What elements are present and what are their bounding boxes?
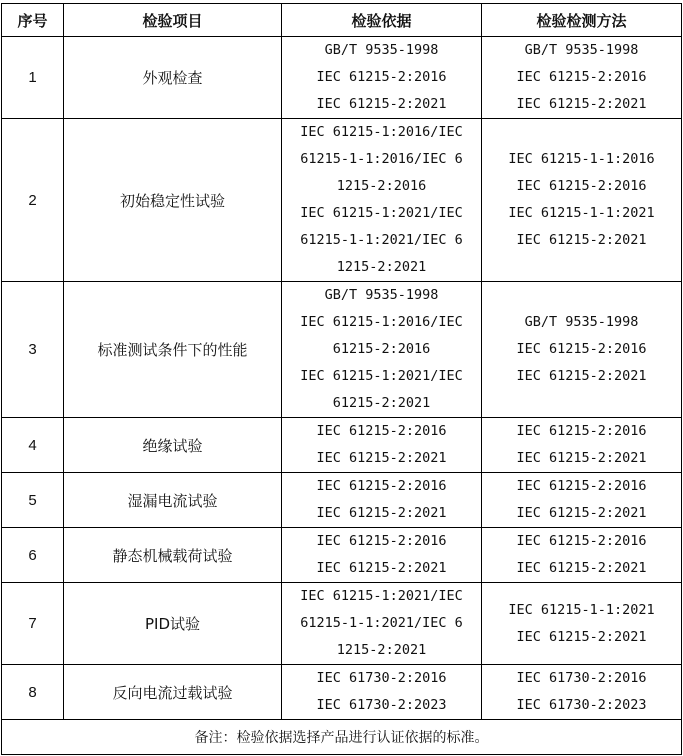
basis-line: IEC 61215-2:2021 [316,560,447,576]
table-row [2,418,682,473]
row-number: 3 [2,282,64,418]
basis-line: IEC 61215-2:2016 [316,423,447,439]
row-number: 2 [2,119,64,282]
inspection-item: PID试验 [64,583,282,665]
row-number: 5 [2,473,64,528]
method-line: IEC 61215-1-1:2021 [508,601,655,618]
method-line: IEC 61215-2:2016 [516,423,647,439]
table-row [2,282,682,418]
method-line: IEC 61215-2:2021 [516,628,647,645]
inspection-basis [282,282,482,418]
row-number: 7 [2,583,64,665]
method-line: IEC 61730-2:2016 [516,670,647,686]
basis-line: 61215-1-1:2021/IEC 6 [300,232,463,248]
inspection-basis [282,418,482,473]
test-method [482,473,682,528]
basis-line: IEC 61215-2:2021 [316,450,447,466]
test-method [482,418,682,473]
basis-line: IEC 61215-2:2016 [316,69,447,85]
test-method [482,119,682,282]
inspection-item: 反向电流过载试验 [64,665,282,720]
inspection-basis [282,583,482,665]
basis-line: GB/T 9535-1998 [324,42,439,58]
method-line: IEC 61215-2:2016 [516,533,647,549]
basis-line: IEC 61215-1:2021/IEC [300,588,463,604]
basis-line: 61215-2:2021 [332,395,431,411]
row-number: 1 [2,37,64,119]
inspection-item: 静态机械载荷试验 [64,528,282,583]
test-method [482,282,682,418]
table-body [2,37,682,720]
method-line: IEC 61215-2:2016 [516,478,647,494]
header-no: 序号 [2,4,64,37]
note-row [2,720,682,755]
header-method: 检验检测方法 [482,4,682,37]
table-row [2,37,682,119]
basis-line: 1215-2:2016 [336,178,427,194]
method-line: GB/T 9535-1998 [524,42,639,58]
method-line: IEC 61215-2:2016 [516,341,647,357]
row-number: 6 [2,528,64,583]
basis-line: IEC 61730-2:2016 [316,670,447,686]
method-line: IEC 61215-2:2021 [516,232,647,248]
method-line: IEC 61730-2:2023 [516,697,647,713]
test-method [482,665,682,720]
table-row [2,583,682,665]
basis-line: 61215-1-1:2021/IEC 6 [300,615,463,631]
method-line: IEC 61215-2:2021 [516,96,647,112]
method-line: IEC 61215-2:2016 [516,69,647,85]
method-line: IEC 61215-2:2021 [516,505,647,521]
method-line: IEC 61215-2:2021 [516,560,647,576]
table-header [2,4,682,37]
inspection-basis [282,473,482,528]
table-footer [2,720,682,755]
method-line: IEC 61215-2:2021 [516,368,647,384]
basis-line: IEC 61215-1:2021/IEC [300,368,463,384]
inspection-item: 外观检查 [64,37,282,119]
table-row [2,665,682,720]
table-row [2,473,682,528]
inspection-item: 绝缘试验 [64,418,282,473]
inspection-basis [282,528,482,583]
method-line: GB/T 9535-1998 [524,314,639,330]
basis-line: 1215-2:2021 [336,259,427,275]
header-item: 检验项目 [64,4,282,37]
inspection-basis [282,37,482,119]
test-method [482,37,682,119]
basis-line: IEC 61215-1:2021/IEC [300,205,463,221]
basis-line: GB/T 9535-1998 [324,287,439,303]
basis-line: IEC 61215-2:2016 [316,533,447,549]
basis-line: 1215-2:2021 [336,642,427,658]
inspection-basis [282,119,482,282]
method-line: IEC 61215-1-1:2016 [508,151,655,167]
basis-line: IEC 61215-2:2021 [316,96,447,112]
inspection-item: 湿漏电流试验 [64,473,282,528]
note-text: 备注：检验依据选择产品进行认证依据的标准。 [2,720,682,755]
test-method [482,583,682,665]
basis-line: IEC 61215-2:2021 [316,505,447,521]
inspection-item: 标准测试条件下的性能 [64,282,282,418]
method-line: IEC 61215-1-1:2021 [508,205,655,221]
header-basis: 检验依据 [282,4,482,37]
table-row [2,528,682,583]
basis-line: IEC 61215-1:2016/IEC [300,124,463,140]
basis-line: IEC 61215-1:2016/IEC [300,314,463,330]
basis-line: IEC 61215-2:2016 [316,478,447,494]
row-number: 8 [2,665,64,720]
method-line: IEC 61215-2:2021 [516,450,647,466]
basis-line: IEC 61730-2:2023 [316,697,447,713]
table-row [2,119,682,282]
row-number: 4 [2,418,64,473]
test-method [482,528,682,583]
inspection-table [1,3,682,755]
basis-line: 61215-1-1:2016/IEC 6 [300,151,463,167]
basis-line: 61215-2:2016 [332,341,431,357]
inspection-basis [282,665,482,720]
method-line: IEC 61215-2:2016 [516,178,647,194]
inspection-item: 初始稳定性试验 [64,119,282,282]
header-row [2,4,682,37]
